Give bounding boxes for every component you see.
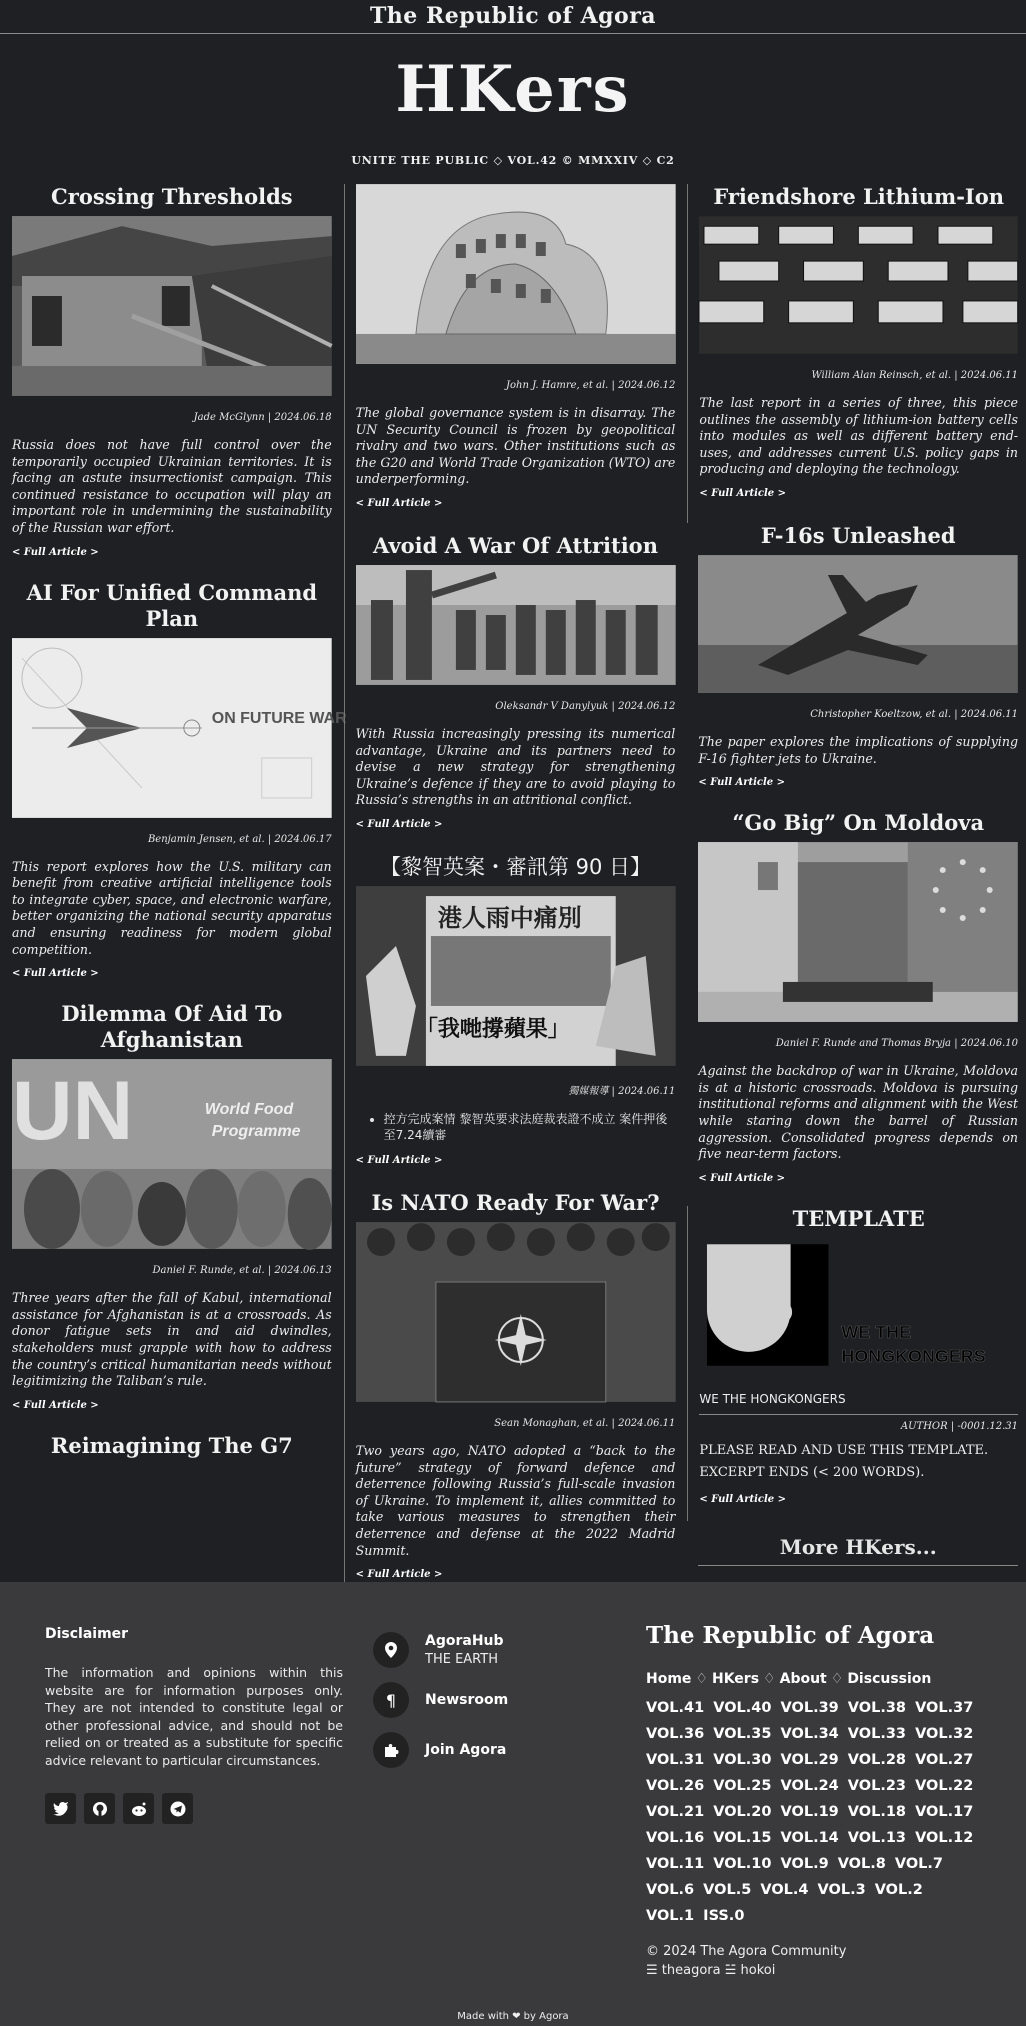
- top-bar: [0, 0, 1026, 34]
- article-title[interactable]: Reimagining The G7: [50, 1432, 293, 1458]
- full-article-link[interactable]: < Full Article >: [12, 546, 99, 558]
- agorahub-link[interactable]: [373, 1632, 613, 1668]
- article-nato-ready: [344, 1190, 676, 1604]
- article-template: [687, 1206, 1018, 1521]
- volume-links[interactable]: VOL.41 VOL.40 VOL.39 VOL.38 VOL.37 VOL.36 VOL.35 VOL.34 VOL.33 VOL.32 VOL.31 VOL.30 VOL.29 VOL.28 VOL.27 VOL.26 VOL.25 VOL.24 VOL.23 VOL.22 VOL.21 VOL.20 VOL.19 VOL.18 VOL.17 VOL.16 VOL.15 VOL.14 VOL.13 VOL.12 VOL.11 VOL.10 VOL.9 VOL.8 VOL.7 VOL.6 VOL.5 VOL.4 VOL.3 VOL.2 VOL.1 ISS.0: [646, 1700, 974, 1924]
- article-global-governance: [344, 184, 676, 533]
- agorahub-title: AgoraHub: [425, 1633, 504, 1649]
- full-article-link[interactable]: < Full Article >: [12, 968, 99, 980]
- github-icon[interactable]: [84, 1793, 115, 1824]
- article-image[interactable]: [356, 565, 676, 685]
- article-excerpt: This report explores how the U.S. military can benefit from creative artificial intelligence tools to integrate cyber, space, and electronic warfare, better organizing the national security apparatus and ensuring readiness for modern global competition.: [12, 858, 332, 957]
- social-handles[interactable]: ☰ theagora ☱ hokoi: [646, 1963, 776, 1978]
- masthead: [0, 34, 1026, 167]
- article-excerpt: Russia does not have full control over the temporarily occupied Ukrainian territories. It is facing an astute insurrectionist campaign. This continued resistance to occupation will play an important role in undermining the sustainability of the Russian war effort.: [12, 437, 332, 535]
- article-image[interactable]: [12, 1059, 332, 1249]
- social-links: [45, 1793, 343, 1824]
- puzzle-icon: [373, 1732, 409, 1768]
- article-lithium-ion: [687, 184, 1018, 523]
- article-image[interactable]: [698, 842, 1018, 1022]
- article-byline: AUTHOR | -0001.12.31: [900, 1420, 1019, 1432]
- footer-navigation: [646, 1622, 976, 1979]
- left-column: [12, 184, 347, 1604]
- right-column: [687, 184, 1018, 1604]
- template-line2: EXCERPT ENDS (< 200 WORDS).: [699, 1464, 925, 1480]
- article-byline: Sean Monaghan, et al. | 2024.06.11: [494, 1417, 676, 1429]
- image-hongkongers: HONGKONGERS: [841, 1345, 987, 1366]
- article-byline: Jade McGlynn | 2024.06.18: [193, 412, 332, 423]
- article-image[interactable]: [356, 1222, 676, 1402]
- article-excerpt: The last report in a series of three, this piece outlines the assembly of lithium-ion battery cells into modules as well as different battery end-uses, and addresses current U.S. policy gaps in producing and deploying the technology.: [699, 395, 1019, 477]
- article-columns: [12, 184, 1018, 1604]
- agorahub-sub: THE EARTH: [425, 1652, 498, 1667]
- image-we-the: WE THE: [841, 1321, 912, 1342]
- article-title[interactable]: Crossing Thresholds: [51, 184, 293, 209]
- article-jimmy-lai-trial: [344, 854, 676, 1190]
- article-title[interactable]: AI For Unified Command Plan: [26, 579, 318, 631]
- article-image[interactable]: [12, 216, 332, 396]
- article-bullet: • 控方完成案情 黎智英要求法庭裁表證不成立 案件押後至7.24續審: [384, 1111, 676, 1143]
- article-war-of-attrition: [344, 533, 676, 854]
- join-agora-link[interactable]: [373, 1732, 613, 1768]
- nav-separator: ♢: [830, 1671, 844, 1687]
- map-pin-icon: [373, 1632, 409, 1668]
- footer: [0, 1582, 1026, 2026]
- full-article-link[interactable]: < Full Article >: [699, 1493, 787, 1505]
- nav-separator: ♢: [695, 1671, 708, 1687]
- full-article-link[interactable]: < Full Article >: [355, 497, 443, 509]
- footer-nav: [646, 1671, 976, 1687]
- article-byline: 獨媒報導 | 2024.06.11: [568, 1085, 676, 1097]
- article-byline: Oleksandr V Danylyuk | 2024.06.12: [495, 700, 676, 712]
- full-article-link[interactable]: < Full Article >: [355, 1569, 443, 1581]
- image-un-letters: UN: [12, 1063, 134, 1158]
- article-byline: John J. Hamre, et al. | 2024.06.12: [506, 380, 676, 391]
- article-title[interactable]: “Go Big” On Moldova: [732, 810, 985, 836]
- newsroom-link[interactable]: [373, 1682, 613, 1718]
- article-crossing-thresholds: [12, 184, 332, 558]
- telegram-icon[interactable]: [162, 1793, 193, 1824]
- article-byline: Benjamin Jensen, et al. | 2024.06.17: [147, 833, 332, 845]
- site-title[interactable]: The Republic of Agora: [369, 3, 657, 29]
- middle-column: [344, 184, 676, 1604]
- disclaimer-text: The information and opinions within this website are for information purposes only. They are not intended to constitute legal or other professional advice, and should not be relied on or treated as a substitute for specific advice relevant to particular circumstances.: [45, 1665, 343, 1768]
- nav-hkers[interactable]: HKers: [711, 1671, 760, 1687]
- article-title[interactable]: Is NATO Ready For War?: [371, 1189, 660, 1215]
- full-article-link[interactable]: < Full Article >: [12, 1399, 99, 1411]
- article-moldova: [698, 810, 1018, 1184]
- article-excerpt: Three years after the fall of Kabul, international assistance for Afghanistan is at a crossroads. As donor fatigue sets in and aid dwindles, stakeholders must grapple with how to address the country’s critical humanitarian needs without legitimizing the Taliban’s rule.: [12, 1290, 332, 1389]
- article-title[interactable]: Friendshore Lithium-Ion: [713, 184, 1005, 209]
- nav-separator: ♢: [763, 1671, 776, 1687]
- article-byline: Daniel F. Runde, et al. | 2024.06.13: [152, 1265, 332, 1277]
- article-excerpt: Two years ago, NATO adopted a “back to the future” strategy of forward defence and deterrence following Russia’s full-scale invasion of Ukraine. To implement it, allies committed to take various measures to strengthen their deterrence and defense at the 2022 Madrid Summit.: [355, 1442, 676, 1558]
- article-afghanistan: [12, 1001, 332, 1411]
- article-image[interactable]: [356, 886, 676, 1066]
- more-hkers-link[interactable]: More HKers...: [698, 1535, 1018, 1566]
- image-subheadline: 「我哋撐蘋果」: [415, 1016, 570, 1042]
- article-title[interactable]: TEMPLATE: [792, 1205, 925, 1231]
- article-title[interactable]: Avoid A War Of Attrition: [373, 532, 658, 558]
- article-f16: [698, 523, 1018, 788]
- copyright: © 2024 The Agora Community: [646, 1944, 847, 1959]
- footer-links: [373, 1632, 613, 1782]
- article-excerpt: The global governance system is in disarray. The UN Security Council is frozen by geopolitical rivalry and two wars. Other institutions such as the G20 and World Trade Organization (WTO) are underperforming.: [355, 405, 676, 487]
- made-with-note: Made with ❤ by Agora: [457, 2011, 569, 2022]
- article-image[interactable]: [699, 1238, 1018, 1376]
- template-caption: WE THE HONGKONGERS: [699, 1392, 1018, 1415]
- article-byline: Daniel F. Runde and Thomas Bryja | 2024.06.10: [775, 1038, 1019, 1050]
- twitter-icon[interactable]: [45, 1793, 76, 1824]
- full-article-link[interactable]: < Full Article >: [699, 487, 787, 499]
- article-title[interactable]: 【黎智英案・審訊第 90 日】: [379, 854, 652, 879]
- nav-home[interactable]: Home: [646, 1671, 692, 1687]
- article-byline: Christopher Koeltzow, et al. | 2024.06.11: [810, 708, 1019, 720]
- full-article-link[interactable]: < Full Article >: [698, 1172, 786, 1184]
- article-image[interactable]: [699, 216, 1018, 354]
- article-excerpt: Against the backdrop of war in Ukraine, Moldova is at a historic crossroads. Moldova is pursuing institutional reforms and alignment with the West while staring down the barrel of Russian aggression. Consolidated progress depends on five near-term factors.: [698, 1063, 1019, 1162]
- image-wfp-line1: World Food: [204, 1101, 294, 1119]
- reddit-icon[interactable]: [123, 1793, 154, 1824]
- article-ai-command-plan: [12, 579, 347, 980]
- article-bullet-list: [356, 1111, 676, 1143]
- article-excerpt: With Russia increasingly pressing its numerical advantage, Ukraine and its partners need to devise a new strategy for strengthening Ukraine’s defence if they are to avoid playing to Russia’s strengths in an attritional conflict.: [355, 725, 676, 808]
- tagline: UNITE THE PUBLIC ◇ VOL.42 © MMXXIV ◇ C2: [351, 154, 675, 167]
- article-byline: William Alan Reinsch, et al. | 2024.06.11: [811, 370, 1019, 381]
- nav-about[interactable]: About: [779, 1671, 827, 1687]
- article-title[interactable]: Dilemma Of Aid To Afghanistan: [61, 1001, 283, 1053]
- masthead-title: HKers: [395, 52, 631, 127]
- image-headline: 港人雨中痛別: [437, 903, 582, 932]
- full-article-link[interactable]: < Full Article >: [698, 777, 786, 789]
- image-wfp-line2: Programme: [211, 1123, 301, 1141]
- disclaimer-title: Disclaimer: [45, 1626, 129, 1642]
- nav-discussion[interactable]: Discussion: [847, 1671, 932, 1687]
- article-image[interactable]: [698, 555, 1018, 693]
- footer-brand[interactable]: The Republic of Agora: [646, 1622, 935, 1649]
- full-article-link[interactable]: < Full Article >: [355, 1154, 443, 1166]
- article-image[interactable]: [12, 638, 347, 818]
- article-title[interactable]: F-16s Unleashed: [760, 522, 956, 548]
- full-article-link[interactable]: < Full Article >: [355, 818, 443, 830]
- footer-disclaimer: [45, 1626, 343, 1824]
- image-caption: ON FUTURE WAR: [211, 709, 347, 727]
- template-line1: PLEASE READ AND USE THIS TEMPLATE.: [699, 1442, 989, 1458]
- paragraph-icon: ¶: [373, 1682, 409, 1718]
- newsroom-title: Newsroom: [425, 1692, 509, 1708]
- article-g7: [12, 1433, 332, 1459]
- join-agora-title: Join Agora: [425, 1742, 507, 1758]
- article-image[interactable]: [356, 184, 676, 364]
- article-excerpt: The paper explores the implications of supplying F-16 fighter jets to Ukraine.: [698, 733, 1019, 766]
